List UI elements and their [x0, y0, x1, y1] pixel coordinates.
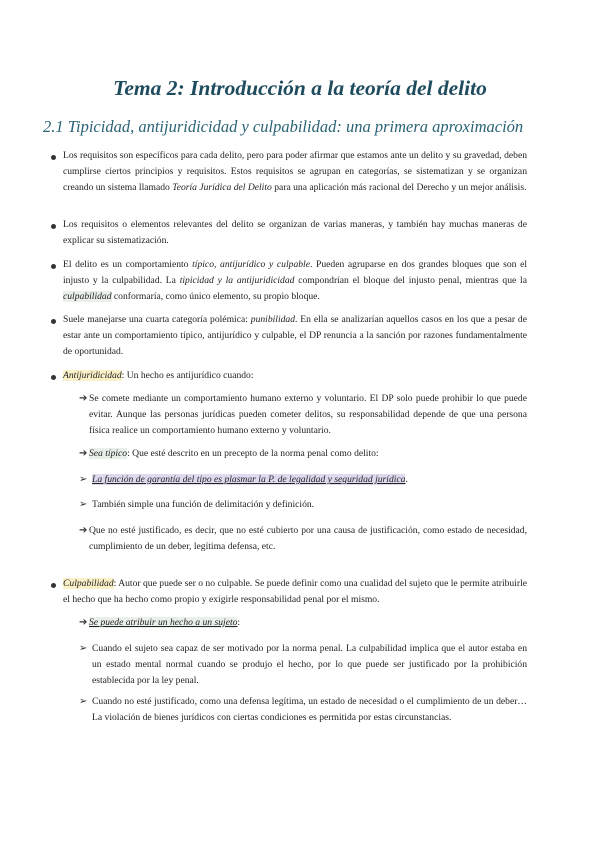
highlighted-term: Sea típico	[89, 448, 128, 459]
point-atribuir-hecho	[89, 615, 527, 631]
subpoint-delimitacion: También simple una función de delimitación y definición.	[92, 499, 315, 510]
bullet-icon	[51, 264, 56, 269]
point-comportamiento-humano: Se comete mediante un comportamiento humano externo y voluntario. El DP solo puede prohibir lo que puede evitar. Aunque las personas jurídicas pueden cometer delitos, su responsabilidad depende de que una persona física realice un comportamiento humano externo y voluntario.	[89, 393, 527, 436]
highlighted-term: Culpabilidad	[63, 578, 114, 589]
subpoint-funcion-garantia	[92, 472, 527, 488]
paragraph-teoria-juridica	[63, 148, 527, 196]
text: para una aplicación más racional del Derecho y un mejor análisis.	[271, 182, 527, 193]
paragraph-antijuridicidad	[63, 368, 527, 384]
triangle-bullet-icon: ➢	[79, 643, 88, 654]
subpoint-motivado-norma: Cuando el sujeto sea capaz de ser motivado por la norma penal. La culpabilidad implica que el autor estaba en un estado mental normal cuando se produjo el hecho, por lo que puede ser justificado por la prohibición establecida por la ley penal.	[92, 643, 527, 686]
paragraph-elementos: Los requisitos o elementos relevantes del delito se organizan de varias maneras, y también hay muchas maneras de explicar su sistematización.	[63, 219, 527, 246]
text: Suele manejarse una cuarta categoría polémica:	[63, 314, 251, 325]
bullet-icon	[51, 319, 56, 324]
arrow-right-icon: ➔	[79, 448, 88, 459]
text: :	[237, 617, 241, 628]
arrow-right-icon: ➔	[79, 393, 88, 404]
text: : Un hecho es antijurídico cuando:	[121, 370, 254, 381]
triangle-bullet-icon: ➢	[79, 696, 88, 707]
text: : Autor que puede ser o no culpable. Se puede definir como una cualidad del sujeto que le permite atribuirle el hecho que ha hecho como propio y exigirle responsabilidad penal por el mismo.	[63, 578, 527, 605]
triangle-bullet-icon: ➢	[79, 474, 88, 485]
triangle-bullet-icon: ➢	[79, 499, 88, 510]
point-sea-tipico	[89, 446, 527, 462]
emphasis-term: tipicidad y la antijuridicidad	[179, 275, 295, 286]
text: compondrían el bloque del injusto penal, mientras que la	[294, 275, 527, 286]
paragraph-comportamiento	[63, 257, 527, 305]
bullet-icon	[51, 155, 56, 160]
text: conformaría, como único elemento, su propio bloque.	[111, 291, 320, 302]
text: : Que esté descrito en un precepto de la norma penal como delito:	[127, 448, 379, 459]
emphasis-term: punibilidad	[250, 314, 296, 325]
highlighted-term: Antijuridicidad	[63, 370, 122, 381]
highlighted-term: culpabilidad	[63, 291, 112, 302]
arrow-right-icon: ➔	[79, 525, 88, 536]
point-no-justificado: Que no esté justificado, es decir, que no esté cubierto por una causa de justificación, como estado de necesidad, cumplimiento de un deber, legítima defensa, etc.	[89, 525, 527, 552]
paragraph-punibilidad	[63, 312, 527, 360]
text: El delito es un comportamiento	[63, 259, 193, 270]
text: .	[405, 474, 408, 485]
highlighted-link-text: La función de garantía del tipo es plasmar la P. de legalidad y seguridad jurídica	[92, 474, 406, 485]
text: . Pueden agruparse en dos grandes bloques que son el injusto y la culpabilidad. La	[63, 259, 527, 286]
emphasis-term: Teoría Jurídica del Delito	[172, 182, 272, 193]
subpoint-defensa-legitima: Cuando no esté justificado, como una defensa legítima, un estado de necesidad o el cumplimiento de un deber… La violación de bienes jurídicos con ciertas condiciones es permitida por estas circunstancias.	[92, 696, 527, 723]
paragraph-culpabilidad	[63, 576, 527, 608]
arrow-right-icon: ➔	[79, 617, 88, 628]
bullet-icon	[51, 583, 56, 588]
bullet-icon	[51, 375, 56, 380]
text: Los requisitos son específicos para cada delito, pero para poder afirmar que estamos ante un delito y su gravedad, deben cumplirse ciertos principios y requisitos. Estos requisitos se agrupan en categorías, se sistematizan y se organizan creando un sistema llamado	[63, 150, 527, 193]
highlighted-term: Se puede atribuir un hecho a un sujeto	[89, 617, 238, 628]
bullet-icon	[51, 224, 56, 229]
section-heading: 2.1 Tipicidad, antijuridicidad y culpabilidad: una primera aproximación	[43, 117, 524, 136]
text: . En ella se analizarían aquellos casos en los que a pesar de estar ante un comportamiento típico, antijurídico y culpable, el DP renuncia a la sanción por razones fundamentalmente de oportunidad.	[63, 314, 527, 357]
emphasis-term: típico, antijurídico y culpable	[192, 259, 310, 270]
page-title: Tema 2: Introducción a la teoría del delito	[113, 76, 487, 100]
